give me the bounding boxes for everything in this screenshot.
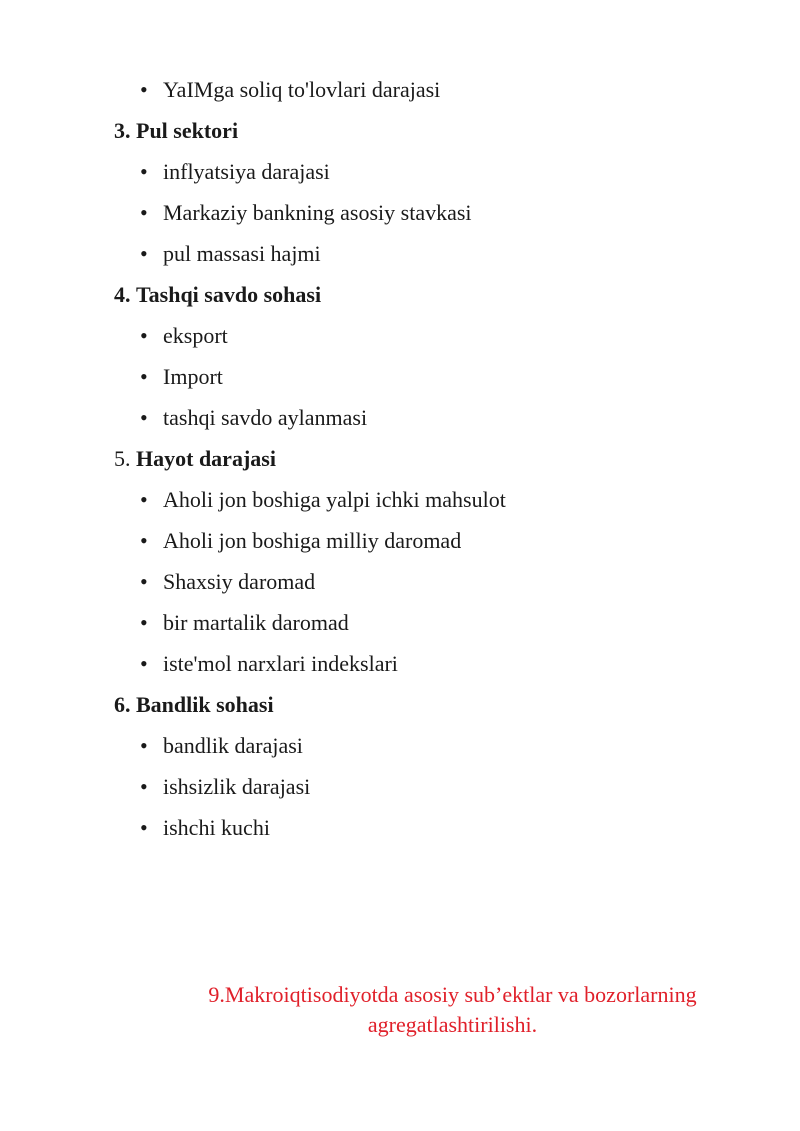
next-topic-title (120, 980, 785, 1040)
next-topic-title-line2: agregatlashtirilishi. (367, 1012, 538, 1037)
list-item-text: Import (163, 364, 223, 389)
list-item-text: Aholi jon boshiga yalpi ichki mahsulot (163, 487, 506, 512)
list-item (140, 569, 315, 595)
list-item-text: Shaxsiy daromad (163, 569, 316, 594)
bullet-icon: • (140, 815, 148, 840)
bullet-icon: • (140, 159, 148, 184)
list-item-text: Markaziy bankning asosiy stavkasi (163, 200, 472, 225)
bullet-icon: • (140, 610, 148, 635)
section-heading (114, 282, 321, 308)
bullet-icon: • (140, 733, 148, 758)
list-item-text: pul massasi hajmi (163, 241, 321, 266)
bullet-icon: • (140, 528, 148, 553)
list-item (140, 651, 398, 677)
list-item-text: bir martalik daromad (163, 610, 349, 635)
bullet-icon: • (140, 487, 148, 512)
list-item-text: ishsizlik darajasi (163, 774, 311, 799)
section-number: 6. (114, 692, 131, 717)
bullet-icon: • (140, 569, 148, 594)
bullet-icon: • (140, 77, 148, 102)
bullet-icon: • (140, 651, 148, 676)
list-item-text: inflyatsiya darajasi (163, 159, 330, 184)
bullet-icon: • (140, 774, 148, 799)
bullet-icon: • (140, 364, 148, 389)
section-title: Tashqi savdo sohasi (136, 282, 322, 307)
list-item (140, 610, 349, 636)
section-heading (114, 692, 274, 718)
list-item (140, 364, 223, 390)
list-item (140, 528, 461, 554)
list-item-text: iste'mol narxlari indekslari (163, 651, 398, 676)
list-item (140, 774, 310, 800)
section-title: Hayot darajasi (136, 446, 276, 471)
list-item (140, 323, 228, 349)
section-heading (114, 118, 238, 144)
section-title: Pul sektori (136, 118, 239, 143)
section-number: 3. (114, 118, 131, 143)
list-item (140, 77, 440, 103)
bullet-icon: • (140, 323, 148, 348)
list-item (140, 733, 303, 759)
list-item (140, 815, 270, 841)
bullet-icon: • (140, 241, 148, 266)
list-item-text: tashqi savdo aylanmasi (163, 405, 368, 430)
list-item (140, 241, 321, 267)
bullet-icon: • (140, 405, 148, 430)
list-item-text: eksport (163, 323, 228, 348)
section-heading (114, 446, 276, 472)
list-item (140, 487, 506, 513)
bullet-icon: • (140, 200, 148, 225)
section-number: 5. (114, 446, 131, 471)
list-item (140, 405, 367, 431)
section-title: Bandlik sohasi (136, 692, 274, 717)
next-topic-title-line1: 9.Makroiqtisodiyotda asosiy sub’ektlar va bozorlarning (208, 982, 697, 1007)
list-item-text: Aholi jon boshiga milliy daromad (163, 528, 462, 553)
list-item-text: ishchi kuchi (163, 815, 270, 840)
list-item (140, 200, 472, 226)
section-number: 4. (114, 282, 131, 307)
list-item-text: YaIMga soliq to'lovlari darajasi (163, 77, 441, 102)
list-item-text: bandlik darajasi (163, 733, 303, 758)
list-item (140, 159, 330, 185)
